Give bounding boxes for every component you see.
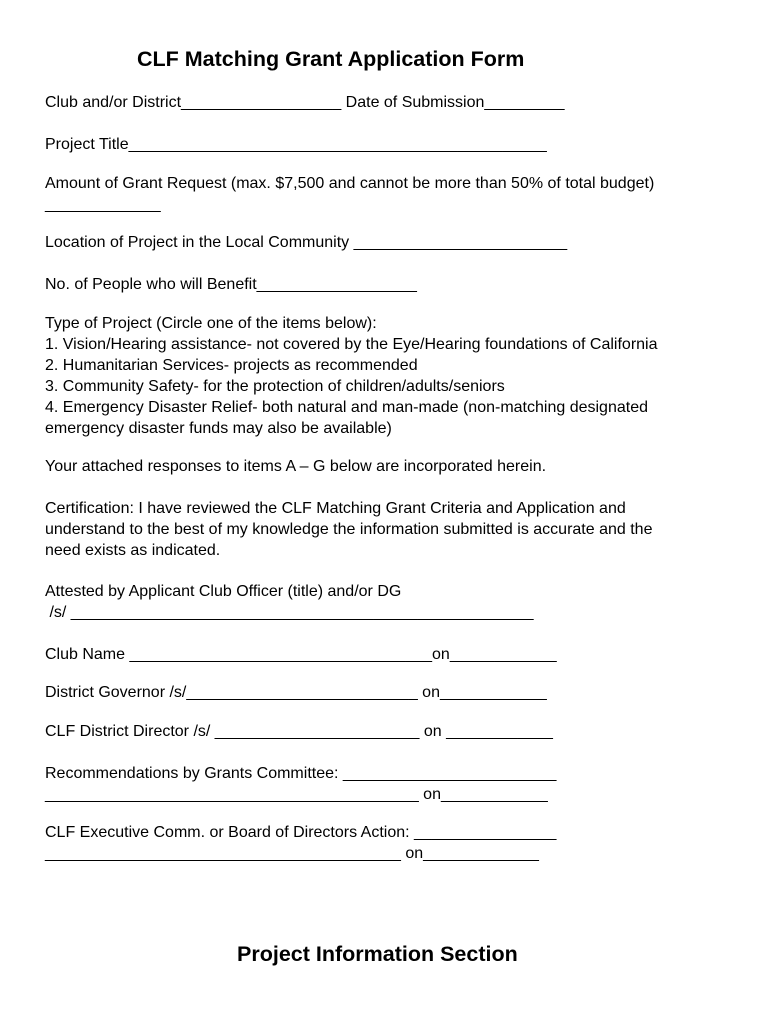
grant-request-field[interactable]: _____________: [45, 196, 161, 213]
attested-signature-field[interactable]: /s/ ____________________________________________________: [45, 604, 534, 621]
recommendations-field[interactable]: Recommendations by Grants Committee: ________________________: [45, 765, 557, 782]
certification-line: understand to the best of my knowledge the information submitted is accurate and the: [45, 521, 653, 538]
recommendations-date-field[interactable]: __________________________________________ on____________: [45, 786, 548, 803]
project-type-heading: Type of Project (Circle one of the items below):: [45, 315, 377, 332]
project-title-field[interactable]: Project Title_______________________________________________: [45, 136, 547, 153]
project-information-title: Project Information Section: [237, 942, 518, 966]
club-name-field[interactable]: Club Name __________________________________on____________: [45, 646, 557, 663]
form-title: CLF Matching Grant Application Form: [137, 47, 525, 71]
attested-label: Attested by Applicant Club Officer (title) and/or DG: [45, 583, 402, 600]
district-governor-signature-field[interactable]: District Governor /s/__________________________ on____________: [45, 684, 547, 701]
clf-director-signature-field[interactable]: CLF District Director /s/ _______________________ on ____________: [45, 723, 553, 740]
grant-request-label: Amount of Grant Request (max. $7,500 and cannot be more than 50% of total budget): [45, 175, 655, 192]
certification-line: Certification: I have reviewed the CLF Matching Grant Criteria and Application and: [45, 500, 626, 517]
certification-line: need exists as indicated.: [45, 542, 221, 559]
executive-action-field[interactable]: CLF Executive Comm. or Board of Directors Action: ________________: [45, 824, 557, 841]
beneficiaries-field[interactable]: No. of People who will Benefit__________________: [45, 276, 417, 293]
project-type-option-disaster[interactable]: 4. Emergency Disaster Relief- both natural and man-made (non-matching designated: [45, 399, 648, 416]
project-type-option-humanitarian[interactable]: 2. Humanitarian Services- projects as recommended: [45, 357, 418, 374]
executive-action-date-field[interactable]: ________________________________________ on_____________: [45, 845, 539, 862]
project-type-option-vision[interactable]: 1. Vision/Hearing assistance- not covered by the Eye/Hearing foundations of California: [45, 336, 658, 353]
attached-responses-text: Your attached responses to items A – G below are incorporated herein.: [45, 458, 547, 475]
club-district-field[interactable]: Club and/or District__________________ Date of Submission_________: [45, 94, 565, 111]
project-location-field[interactable]: Location of Project in the Local Community ________________________: [45, 234, 568, 251]
project-type-option-safety[interactable]: 3. Community Safety- for the protection of children/adults/seniors: [45, 378, 505, 395]
project-type-option-disaster-cont: emergency disaster funds may also be available): [45, 420, 392, 437]
